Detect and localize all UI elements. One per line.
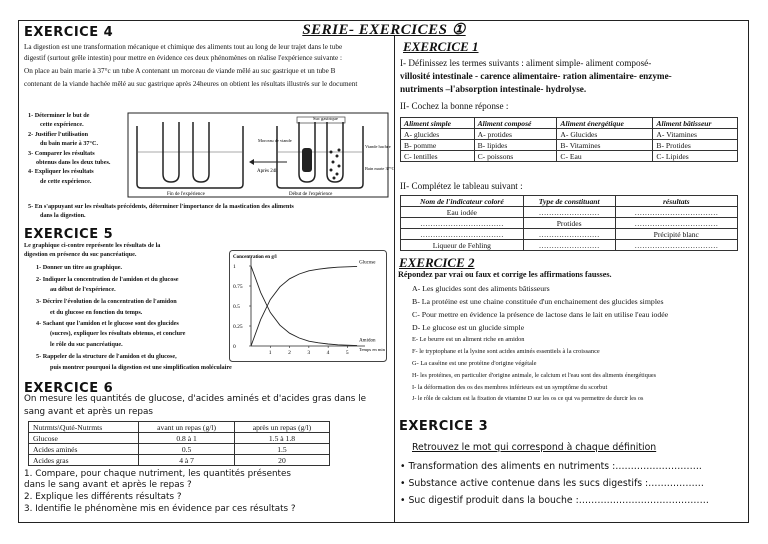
experiment-figure bbox=[127, 112, 395, 198]
suc-label: Suc gastrique bbox=[313, 116, 338, 121]
ex6-cell: 0.8 à 1 bbox=[139, 433, 235, 444]
t2-cell[interactable]: C- poissons bbox=[474, 151, 557, 162]
t2-cell[interactable]: C- Lipides bbox=[653, 151, 738, 162]
ex2-item-h: H- les protéines, en particulier d'origine animale, le calcium et l'eau sont des aliments énergétiques bbox=[412, 372, 657, 379]
t2-cell[interactable]: C- lentilles bbox=[401, 151, 475, 162]
t3-cell: Eau iodée bbox=[401, 207, 524, 218]
t2-cell[interactable]: C- Eau bbox=[557, 151, 653, 162]
ex5-q1: 1- Donner un titre au graphique. bbox=[36, 264, 123, 271]
t3-cell[interactable]: …………………… bbox=[523, 229, 615, 240]
ex6-header-1: avant un repas (g/l) bbox=[139, 422, 235, 433]
ex4-intro-3: On place au bain marie à 37°c un tube A contenant un morceau de viande mêlé au suc gastrique et un tube B bbox=[24, 67, 336, 75]
ex6-intro-2: sang avant et après un repas bbox=[24, 407, 153, 417]
t2-header: Aliment énergétique bbox=[557, 118, 653, 129]
ex4-intro-4: contenant de la viande hachée mêlé au suc gastrique après 24heures on obtient les résultats illustrés sur le document bbox=[24, 80, 358, 88]
t2-cell[interactable]: A- glucides bbox=[401, 129, 475, 140]
ex6-cell: 20 bbox=[234, 455, 329, 466]
page-title: SERIE- EXERCICES ① bbox=[302, 22, 466, 38]
ex5-q2b: au début de l'expérience. bbox=[50, 286, 116, 293]
t3-cell[interactable]: …………………… bbox=[523, 207, 615, 218]
complete-table bbox=[400, 195, 738, 251]
t2-header: Aliment composé bbox=[474, 118, 557, 129]
t3-cell[interactable]: …………………… bbox=[523, 240, 615, 251]
t2-cell[interactable]: A- Glucides bbox=[557, 129, 653, 140]
ex4-intro-2: digestif (surtout grêle intestin) pour mettre en évidence ces deux phénomènes on réalise l'expérience suivante : bbox=[24, 54, 343, 62]
t3-header: résultats bbox=[615, 196, 737, 207]
nutrients-table bbox=[28, 421, 330, 466]
exercice-3-heading: EXERCICE 3 bbox=[399, 419, 489, 434]
ex6-q1: 1. Compare, pour chaque nutriment, les quantités présentes bbox=[24, 469, 291, 479]
exercice-6-heading: EXERCICE 6 bbox=[24, 381, 114, 396]
t3-cell[interactable]: …………………………… bbox=[615, 218, 737, 229]
exercice-1-heading: EXERCICE 1 bbox=[403, 39, 479, 54]
ex4-q4: 4- Expliquer les résultats bbox=[28, 168, 94, 175]
apres-label: Après 24h bbox=[257, 169, 278, 174]
debut-label: Début de l'expérience bbox=[289, 192, 333, 197]
t3-header: Nom de l'indicateur coloré bbox=[401, 196, 524, 207]
chart-ylabel: Concentration en g/l bbox=[233, 255, 277, 260]
t2-cell[interactable]: B- pomme bbox=[401, 140, 475, 151]
ex4-q4b: de cette expérience. bbox=[40, 178, 92, 185]
chart-xlabel: Temps en min bbox=[359, 347, 385, 352]
ex6-cell: 1.5 bbox=[234, 444, 329, 455]
ex3-item-2-text: Substance active contenue dans les sucs digestifs :……………… bbox=[408, 478, 704, 489]
ex5-q3b: et du glucose en fonction du temps. bbox=[50, 309, 143, 316]
cochez-table bbox=[400, 117, 738, 162]
chart-x-tick-label: 4 bbox=[326, 350, 330, 356]
ex1-p3: II- Complétez le tableau suivant : bbox=[400, 181, 523, 191]
ex2-item-j: J- le rôle de calcium est la fixation de vitamine D sur les os ce qui va permettre de durcir les os bbox=[412, 396, 644, 402]
t3-cell: Protides bbox=[523, 218, 615, 229]
ex3-item-3: • Suc digestif produit dans la bouche :…………………………………… bbox=[400, 495, 709, 506]
ex3-item-1-text: Transformation des aliments en nutriments :………………………. bbox=[408, 461, 702, 472]
chart-series-label: Glucose bbox=[359, 260, 376, 266]
ex5-q3: 3- Décrire l'évolution de la concentration de l'amidon bbox=[36, 298, 177, 305]
ex4-q2b: du bain marie à 37°C. bbox=[40, 140, 98, 147]
t2-header: Aliment bâtisseur bbox=[653, 118, 738, 129]
chart-x-tick-label: 5 bbox=[345, 350, 349, 356]
chart-y-tick-label: 0.5 bbox=[233, 304, 240, 310]
ex3-item-2: • Substance active contenue dans les sucs digestifs :……………… bbox=[400, 478, 704, 489]
exercice-5-heading: EXERCICE 5 bbox=[24, 227, 114, 242]
column-divider bbox=[394, 36, 395, 523]
morceau-label: Morceau de viande bbox=[258, 138, 292, 143]
ex1-p1-1: I- Définissez les termes suivants : aliment simple- aliment composé- bbox=[400, 58, 652, 68]
ex2-item-d: D- Le glucose est un glucide simple bbox=[412, 323, 525, 332]
digestion-chart bbox=[229, 250, 387, 362]
t2-cell[interactable]: B- Protides bbox=[653, 140, 738, 151]
viande-label: Viande hachée bbox=[365, 144, 391, 149]
ex4-intro-1: La digestion est une transformation mécanique et chimique des aliments tout au long de leur trajet dans le tube bbox=[24, 43, 343, 51]
ex6-q1b: dans le sang avant et après le repas ? bbox=[24, 480, 192, 490]
ex2-item-b: B- La protéine est une chaine constituée d'un enchainement des glucides simples bbox=[412, 297, 664, 306]
chart-x-tick-label: 2 bbox=[288, 350, 291, 356]
ex2-item-f: F- le tryptophane et la lysine sont acides aminés essentiels à la croissance bbox=[412, 348, 600, 355]
ex6-cell: 1.5 à 1.8 bbox=[234, 433, 329, 444]
ex2-item-e: E- Le beurre est un aliment riche en amidon bbox=[412, 336, 525, 343]
ex2-item-g: G- La caséine est une protéine d'origine végétale bbox=[412, 360, 537, 367]
ex6-cell: Acides gras bbox=[29, 455, 139, 466]
t2-cell[interactable]: B- Vitamines bbox=[557, 140, 653, 151]
t3-cell[interactable]: …………………………… bbox=[401, 218, 524, 229]
ex2-item-a: A- Les glucides sont des aliments bâtisseurs bbox=[412, 284, 550, 293]
ex5-q2: 2- Indiquer la concentration de l'amidon et du glucose bbox=[36, 276, 179, 283]
t3-cell[interactable]: …………………………… bbox=[401, 229, 524, 240]
ex3-intro: Retrouvez le mot qui correspond à chaque définition bbox=[412, 442, 657, 453]
ex6-cell: Acides aminés bbox=[29, 444, 139, 455]
ex4-q5b: dans la digestion. bbox=[40, 212, 86, 219]
t3-cell[interactable]: …………………………… bbox=[615, 240, 737, 251]
ex3-item-3-text: Suc digestif produit dans la bouche :…………………………………… bbox=[408, 495, 709, 506]
ex1-p1-2: villosité intestinale - carence alimentaire- ration alimentaire- enzyme- bbox=[400, 71, 672, 81]
ex4-q1b: cette expérience. bbox=[40, 121, 84, 128]
ex5-intro-1: Le graphique ci-contre représente les résultats de la bbox=[24, 242, 161, 249]
ex2-intro: Répondez par vrai ou faux et corrige les affirmations fausses. bbox=[398, 270, 612, 279]
ex3-item-1: • Transformation des aliments en nutriments :………………………. bbox=[400, 461, 702, 472]
ex1-p1-3: nutriments –l'absorption intestinale- hydrolyse. bbox=[400, 84, 587, 94]
chart-y-tick-label: 0.25 bbox=[233, 324, 243, 330]
ex6-intro-1: On mesure les quantités de glucose, d'acides aminés et d'acides gras dans le bbox=[24, 394, 367, 404]
exercice-2-heading: EXERCICE 2 bbox=[399, 255, 475, 270]
ex2-item-c: C- Pour mettre en évidence la présence de lactose dans le lait en utilise l'eau iodée bbox=[412, 310, 669, 319]
ex5-q5: 5- Rappeler de la structure de l'amidon et du glucose, bbox=[36, 353, 177, 360]
chart-y-tick-label: 1 bbox=[233, 264, 236, 270]
t2-cell[interactable]: B- lipides bbox=[474, 140, 557, 151]
t3-cell: Liqueur de Fehling bbox=[401, 240, 524, 251]
ex1-p2: II- Cochez la bonne réponse : bbox=[400, 101, 509, 111]
ex6-header-0: Nutrmts\Quté-Nutrmts bbox=[29, 422, 139, 433]
fin-label: Fin de l'expérience bbox=[167, 192, 205, 197]
t3-cell: Précipité blanc bbox=[615, 229, 737, 240]
ex5-q4c: le rôle du suc pancréatique. bbox=[50, 341, 123, 348]
t2-header: Aliment simple bbox=[401, 118, 475, 129]
chart-x-tick-label: 1 bbox=[268, 350, 272, 356]
ex6-cell: 0.5 bbox=[139, 444, 235, 455]
t2-cell[interactable]: A- Vitamines bbox=[653, 129, 738, 140]
ex5-q4: 4- Sachant que l'amidon et le glucose sont des glucides bbox=[36, 320, 179, 327]
ex6-q3: 3. Identifie le phénomène mis en évidence par ces résultats ? bbox=[24, 504, 296, 514]
ex5-intro-2: digestion en présence du suc pancréatique. bbox=[24, 251, 137, 258]
ex4-q5: 5- En s'appuyant sur les résultats précédents, déterminer l'importance de la mastication des aliments bbox=[28, 203, 294, 210]
ex6-cell: Glucose bbox=[29, 433, 139, 444]
ex6-header-2: après un repas (g/l) bbox=[234, 422, 329, 433]
ex4-q2: 2- Justifier l'utilisation bbox=[28, 131, 89, 138]
t3-header: Type de constituant bbox=[523, 196, 615, 207]
ex2-item-i: I- la déformation des os des membres inférieurs est un symptôme du scorbut bbox=[412, 384, 608, 391]
ex6-q2: 2. Explique les différents résultats ? bbox=[24, 492, 182, 502]
ex5-q4b: (sucres), expliquer les résultats obtenus, et conclure bbox=[50, 330, 186, 337]
exercice-4-heading: EXERCICE 4 bbox=[24, 25, 114, 40]
chart-x-tick-label: 3 bbox=[307, 350, 311, 356]
ex4-q1: 1- Déterminer le but de bbox=[28, 112, 90, 119]
t3-cell[interactable]: …………………………… bbox=[615, 207, 737, 218]
t2-cell[interactable]: A- protides bbox=[474, 129, 557, 140]
chart-y-tick-label: 0 bbox=[233, 344, 236, 350]
chart-y-tick-label: 0.75 bbox=[233, 284, 243, 290]
chart-series-label: Amidon bbox=[359, 338, 376, 344]
ex6-cell: 4 à 7 bbox=[139, 455, 235, 466]
ex4-q3: 3- Comparer les résultats bbox=[28, 150, 95, 157]
ex5-q5b: puis montrer pourquoi la digestion est une simplification moléculaire bbox=[50, 364, 232, 371]
bain-label: Bain marie 37°C bbox=[365, 166, 395, 171]
ex4-q3b: obtenus dans les deux tubes. bbox=[36, 159, 111, 166]
